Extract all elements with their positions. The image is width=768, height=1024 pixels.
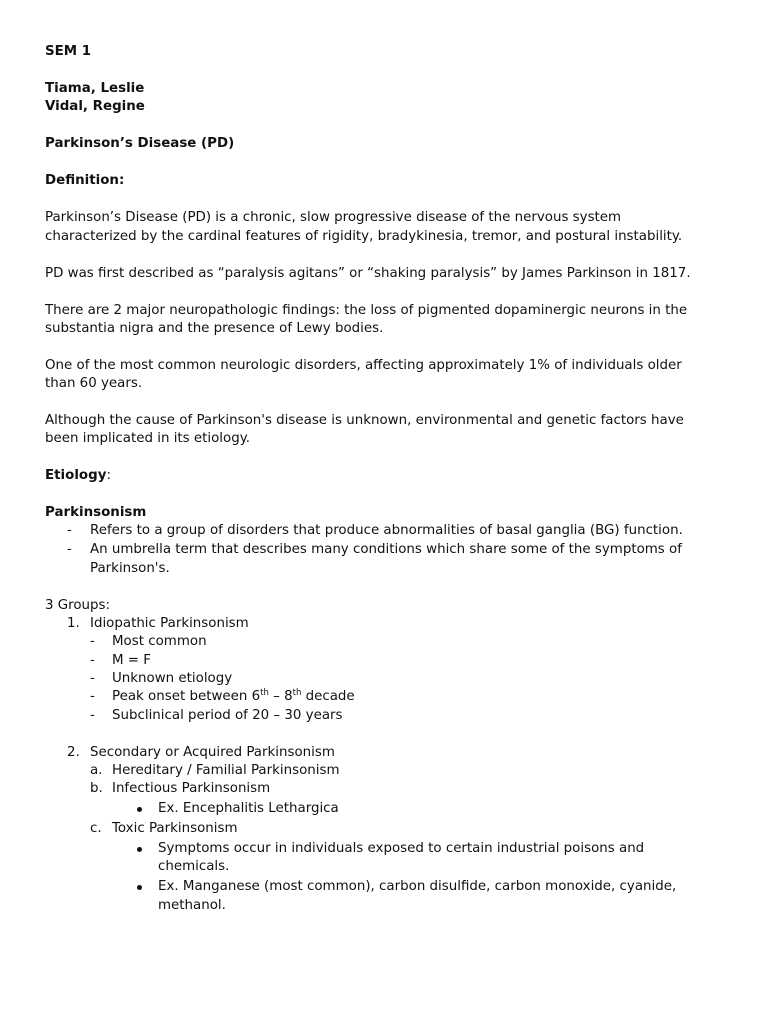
group-2c-letter: c. xyxy=(90,821,102,836)
group-1-item-1: Most common xyxy=(112,634,207,649)
bullet-dot xyxy=(137,807,142,812)
etiology-colon: : xyxy=(106,468,111,483)
dash-bullet: - xyxy=(67,523,72,538)
dash-bullet: - xyxy=(90,689,95,704)
group-2c-title: Toxic Parkinsonism xyxy=(112,821,238,836)
parkinsonism-heading: Parkinsonism xyxy=(45,505,147,520)
group-2b-item-1: Ex. Encephalitis Lethargica xyxy=(158,801,339,816)
author-1: Tiama, Leslie xyxy=(45,81,145,96)
group-2c-item-2-line-1: Ex. Manganese (most common), carbon disulfide, carbon monoxide, cyanide, xyxy=(158,879,677,894)
superscript-th: th xyxy=(260,688,269,698)
group-2b-letter: b. xyxy=(90,781,103,796)
dash-bullet: - xyxy=(90,708,95,723)
item-4-part-a: Peak onset between 6 xyxy=(112,689,261,704)
definition-paragraph-4-line-2: than 60 years. xyxy=(45,376,143,391)
group-1-title: Idiopathic Parkinsonism xyxy=(90,616,249,631)
bullet-dot xyxy=(137,847,142,852)
group-1-number: 1. xyxy=(67,616,80,631)
group-2a-title: Hereditary / Familial Parkinsonism xyxy=(112,763,340,778)
superscript-th: th xyxy=(292,688,302,698)
group-1-item-5: Subclinical period of 20 – 30 years xyxy=(112,708,343,723)
definition-paragraph-5-line-2: been implicated in its etiology. xyxy=(45,431,250,446)
sem-label: SEM 1 xyxy=(45,44,92,59)
parkinsonism-item-1: Refers to a group of disorders that produce abnormalities of basal ganglia (BG) function. xyxy=(90,523,683,538)
dash-bullet: - xyxy=(90,671,95,686)
etiology-heading: Etiology xyxy=(45,468,107,483)
author-2: Vidal, Regine xyxy=(45,99,145,114)
parkinsonism-item-2-line-2: Parkinson's. xyxy=(90,561,170,576)
definition-paragraph-4-line-1: One of the most common neurologic disorders, affecting approximately 1% of individuals older xyxy=(45,358,682,373)
definition-paragraph-2-line-1: PD was first described as “paralysis agitans” or “shaking paralysis” by James Parkinson in 1817. xyxy=(45,266,691,281)
group-1-item-4 xyxy=(112,688,355,706)
dash-bullet: - xyxy=(90,634,95,649)
item-4-part-b: – 8 xyxy=(268,689,293,704)
group-2-title: Secondary or Acquired Parkinsonism xyxy=(90,745,335,760)
definition-paragraph-1-line-1: Parkinson’s Disease (PD) is a chronic, slow progressive disease of the nervous system xyxy=(45,210,622,225)
group-1-item-2: M = F xyxy=(112,653,151,668)
group-2c-item-2-line-2: methanol. xyxy=(158,898,226,913)
parkinsonism-item-2-line-1: An umbrella term that describes many conditions which share some of the symptoms of xyxy=(90,542,682,557)
definition-paragraph-3-line-1: There are 2 major neuropathologic findings: the loss of pigmented dopaminergic neurons in the xyxy=(45,303,688,318)
definition-paragraph-1-line-2: characterized by the cardinal features of rigidity, bradykinesia, tremor, and postural instability. xyxy=(45,229,683,244)
definition-paragraph-3-line-2: substantia nigra and the presence of Lewy bodies. xyxy=(45,321,384,336)
document-title: Parkinson’s Disease (PD) xyxy=(45,136,235,151)
group-2b-title: Infectious Parkinsonism xyxy=(112,781,271,796)
dash-bullet: - xyxy=(67,542,72,557)
definition-paragraph-5-line-1: Although the cause of Parkinson's disease is unknown, environmental and genetic factors have xyxy=(45,413,684,428)
group-1-item-3: Unknown etiology xyxy=(112,671,233,686)
group-2c-item-1-line-2: chemicals. xyxy=(158,859,230,874)
item-4-part-c: decade xyxy=(301,689,355,704)
groups-heading: 3 Groups: xyxy=(45,598,111,613)
etiology-heading-line xyxy=(45,467,111,485)
dash-bullet: - xyxy=(90,653,95,668)
group-2-number: 2. xyxy=(67,745,80,760)
group-2a-letter: a. xyxy=(90,763,103,778)
definition-heading: Definition: xyxy=(45,173,125,188)
bullet-dot xyxy=(137,885,142,890)
group-2c-item-1-line-1: Symptoms occur in individuals exposed to certain industrial poisons and xyxy=(158,841,645,856)
